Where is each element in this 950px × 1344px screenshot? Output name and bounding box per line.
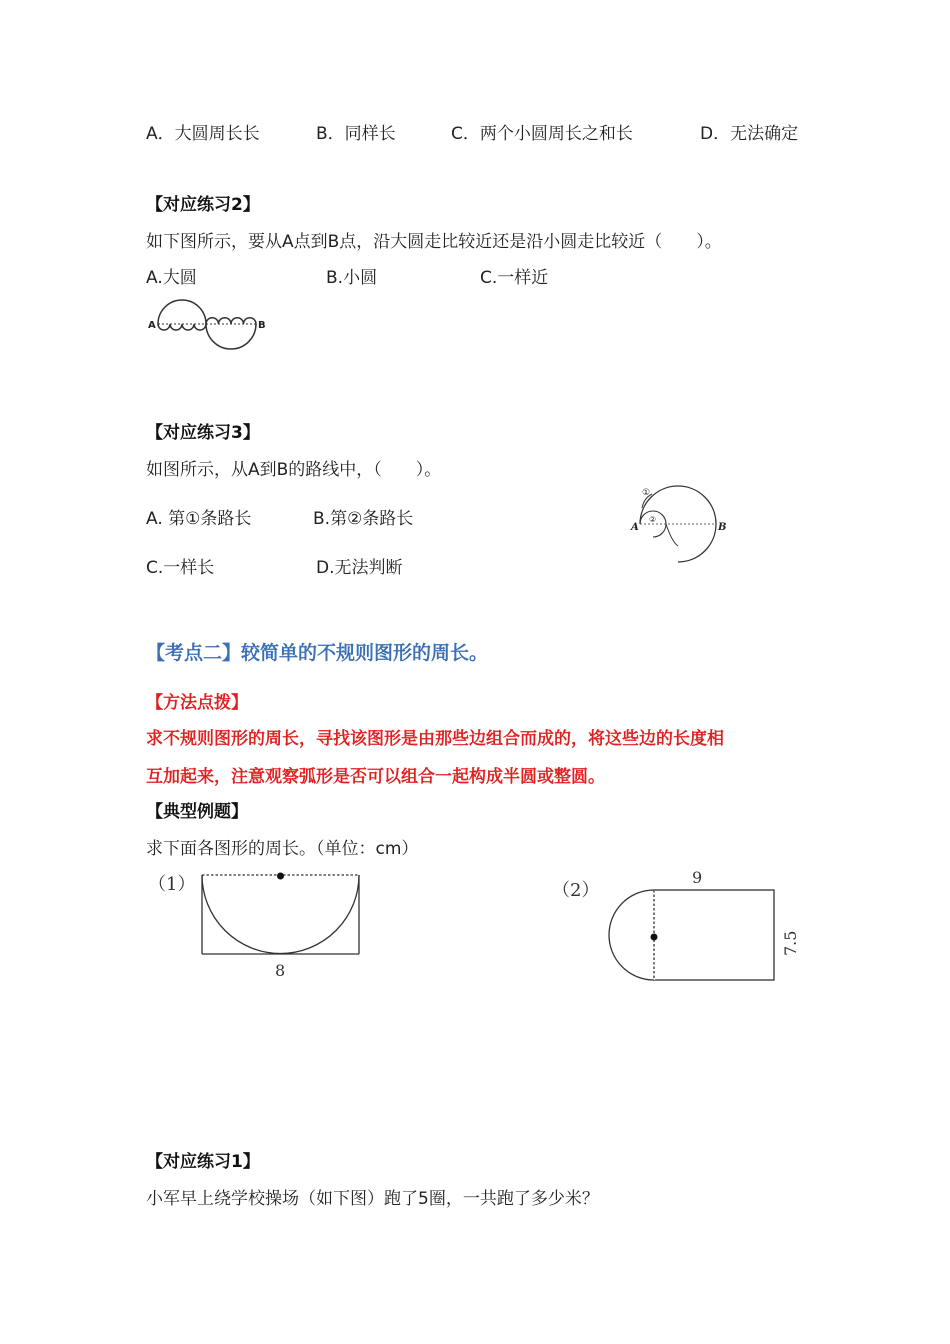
example-question: 求下面各图形的周长。（单位：cm） <box>146 839 419 859</box>
exercise-1-title: 【对应练习1】 <box>146 1152 260 1172</box>
exercise-2-option-b: B.小圆 <box>326 268 378 288</box>
exercise-2-point-a: A <box>148 320 156 331</box>
exercise-1-question: 小军早上绕学校操场（如下图）跑了5圈，一共跑了多少米？ <box>146 1189 599 1209</box>
exercise-2-point-b: B <box>258 320 266 331</box>
example-title: 【典型例题】 <box>146 802 248 822</box>
route-1-label: ① <box>642 488 651 498</box>
figure-2-label: （2） <box>552 880 600 901</box>
figure-2-top-length: 9 <box>692 868 703 887</box>
method-title: 【方法点拨】 <box>146 693 248 713</box>
exercise-3-figure <box>630 484 730 550</box>
exercise-3-option-c: C.一样长 <box>146 558 215 578</box>
exercise-3-point-b: B <box>718 522 727 533</box>
section-2-title: 【考点二】较简单的不规则图形的周长。 <box>146 642 489 664</box>
exercise-3-point-a: A <box>631 522 639 533</box>
prev-option-b: B．同样长 <box>316 124 396 144</box>
prev-option-c: C．两个小圆周长之和长 <box>451 124 633 144</box>
figure-2-right-length: 7.5 <box>781 930 800 956</box>
prev-option-d: D．无法确定 <box>700 124 799 144</box>
method-line-2: 互加起来，注意观察弧形是否可以组合一起构成半圆或整圆。 <box>146 767 605 787</box>
route-2-label: ② <box>649 515 657 524</box>
exercise-3-title: 【对应练习3】 <box>146 423 260 443</box>
figure-1-label: （1） <box>148 874 196 895</box>
exercise-2-figure <box>146 298 266 358</box>
prev-option-a: A．大圆周长长 <box>146 124 260 144</box>
exercise-3-option-b: B.第②条路长 <box>313 509 414 529</box>
figure-1-bottom-length: 8 <box>275 961 286 980</box>
exercise-2-title: 【对应练习2】 <box>146 195 260 215</box>
method-line-1: 求不规则图形的周长，寻找该图形是由那些边组合而成的，将这些边的长度相 <box>146 729 724 749</box>
exercise-2-question: 如下图所示，要从A点到B点，沿大圆走比较近还是沿小圆走比较近（ ）。 <box>146 232 722 252</box>
exercise-2-option-a: A.大圆 <box>146 268 197 288</box>
exercise-3-option-d: D.无法判断 <box>316 558 403 578</box>
exercise-3-option-a: A. 第①条路长 <box>146 509 252 529</box>
exercise-2-option-c: C.一样近 <box>480 268 549 288</box>
exercise-3-question: 如图所示，从A到B的路线中，（ ）。 <box>146 460 442 480</box>
example-figure-1 <box>146 866 376 986</box>
example-figure-2 <box>550 866 810 996</box>
